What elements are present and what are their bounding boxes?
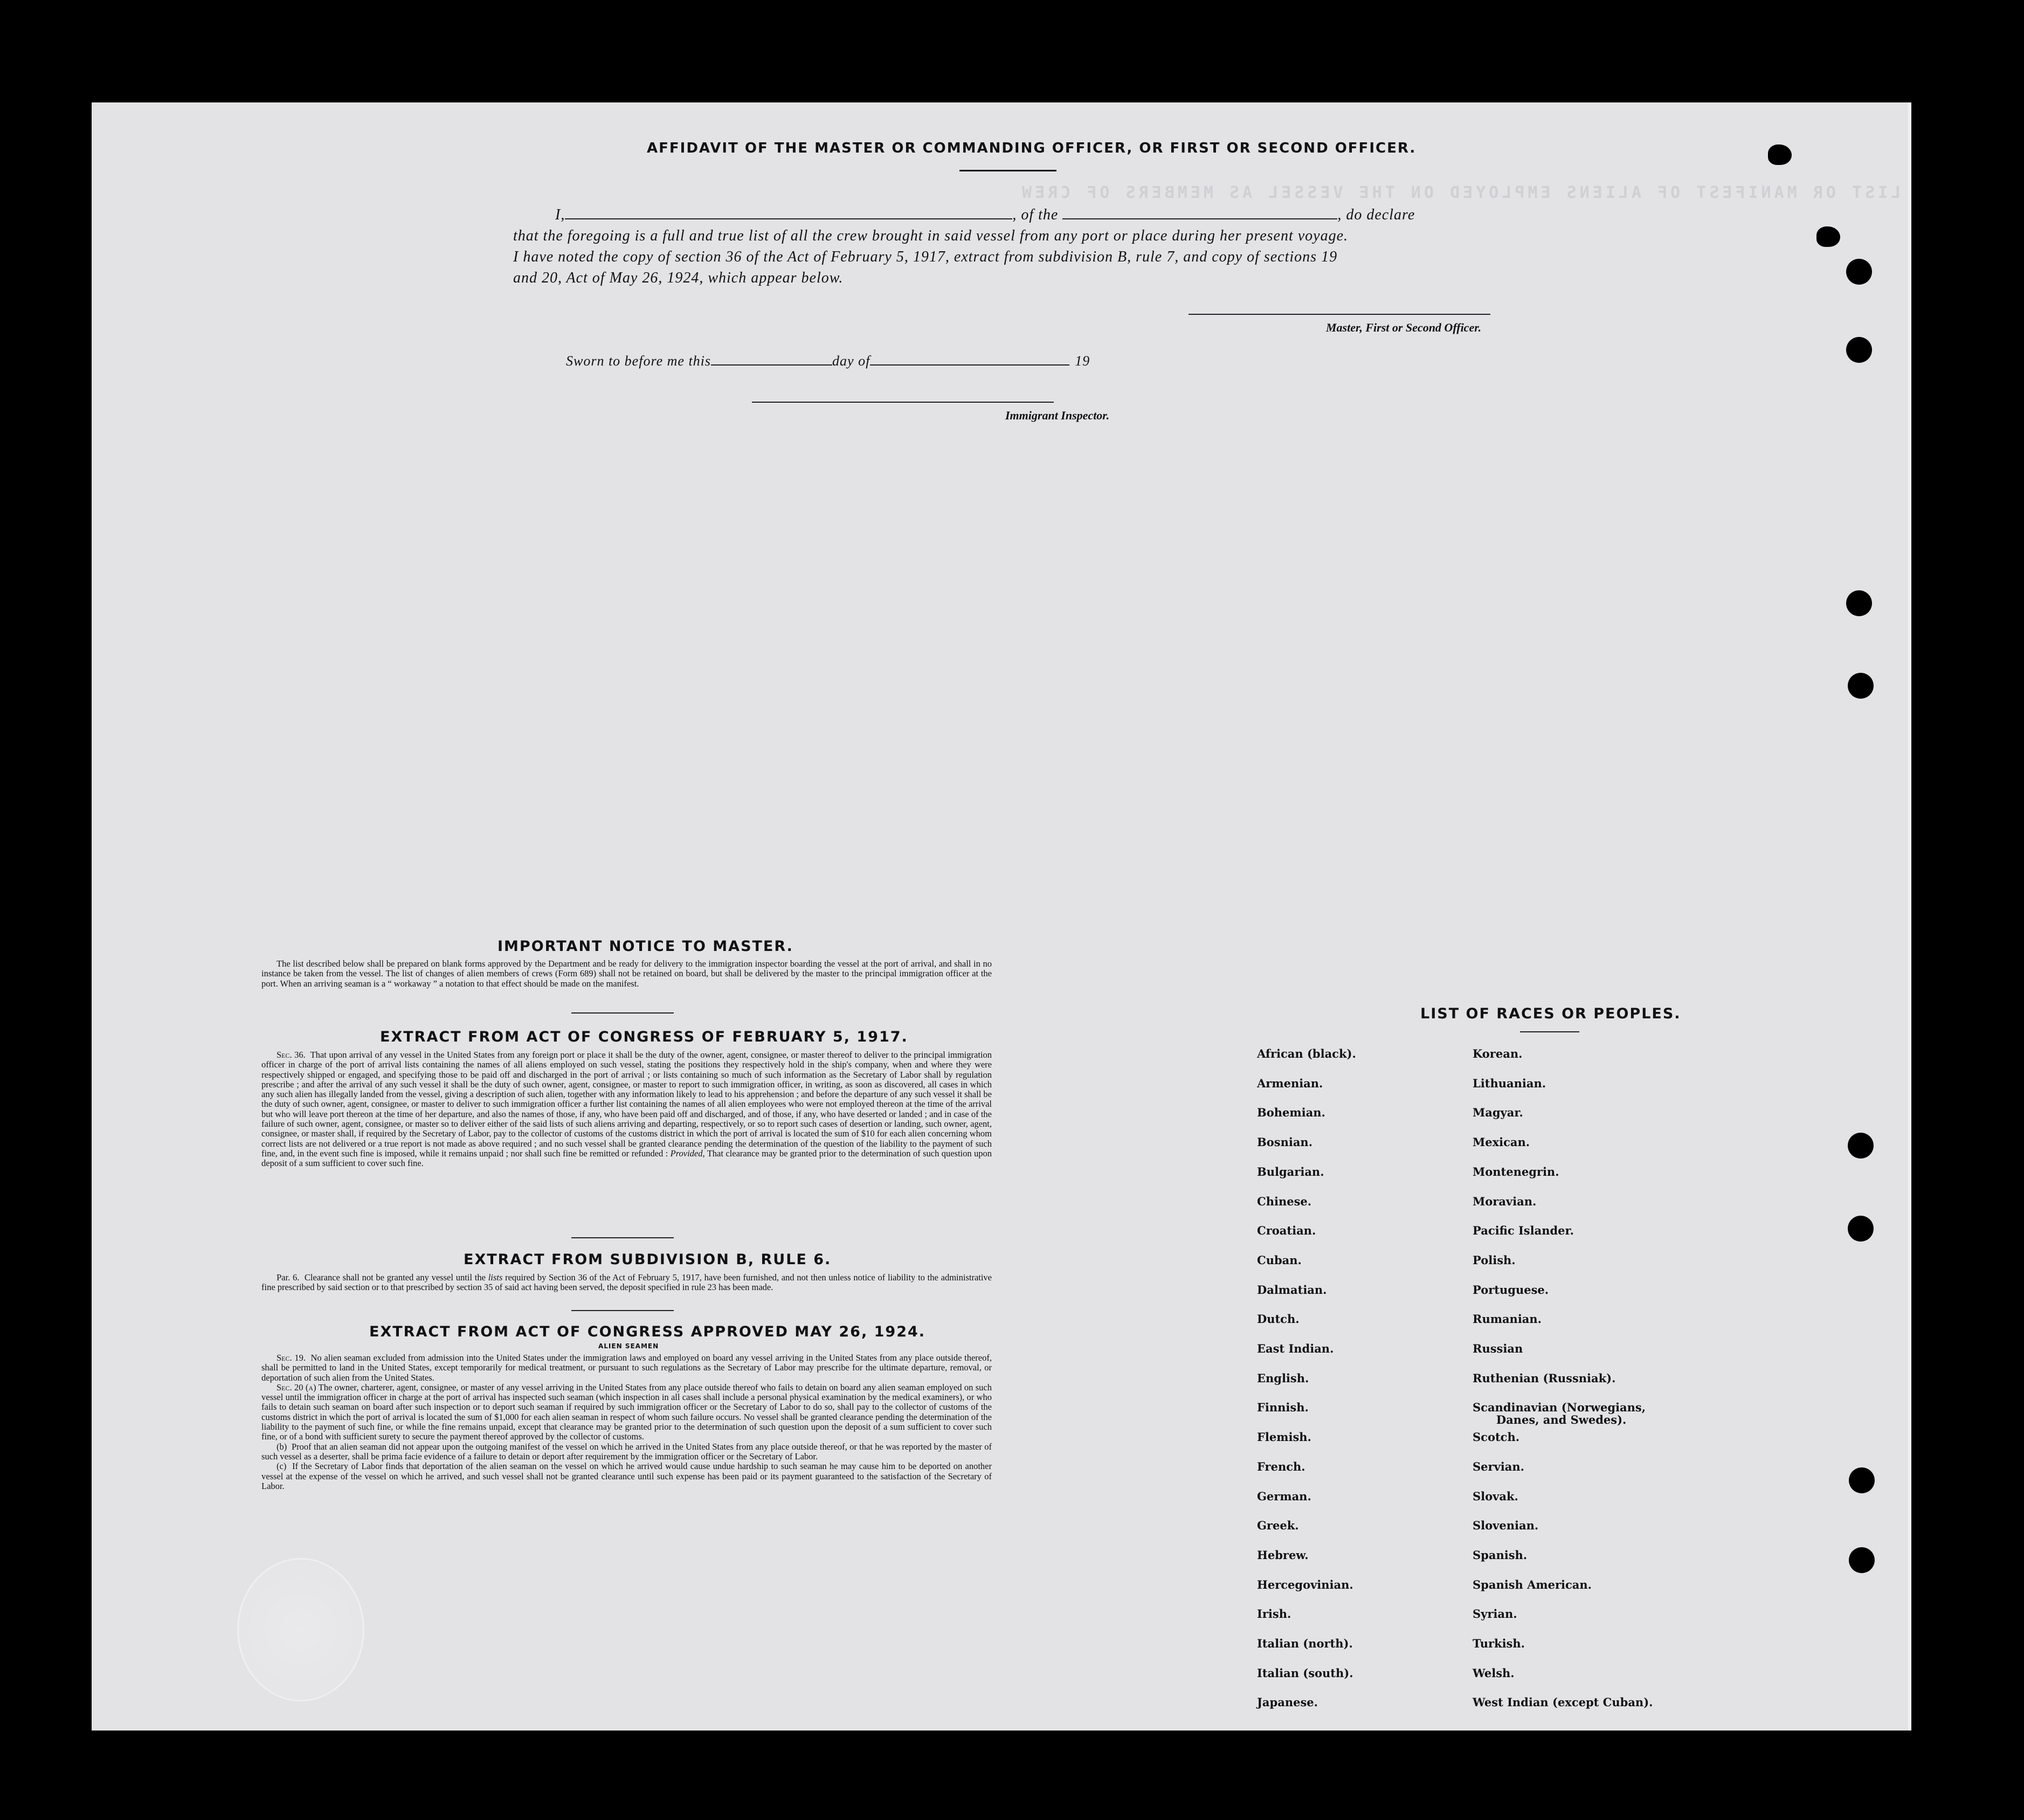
rule-6-body [261,1273,992,1293]
sworn-prefix: Sworn to before me this [566,353,711,369]
extract-1917-body [261,1050,992,1169]
race-item: Montenegrin. [1473,1164,1559,1178]
race-item: Portuguese. [1473,1283,1549,1297]
sworn-day-field[interactable] [711,364,832,366]
race-item: Dalmatian. [1257,1283,1327,1297]
binder-hole [1849,1467,1875,1493]
extract-1917-rule [571,1237,674,1238]
sec-36-text: That upon arrival of any vessel in the United States from any foreign port or place it shall be the duty of the owner, agent, consignee, or master thereof to deliver to the principal immigration officer in charge of the port of arrival lists containing the names of all aliens employed on such vessel, stating the positions they respectively hold in the ship's company, when and where they were respectively shipped or engaged, and specifying those to be paid off and discharged in the port of arrival ; or lists containing so much of such information as the Secretary of Labor shall by regulation prescribe ; and after the arrival of any such vessel it shall be the duty of such owner, agent, consignee, or master to report to such immigration officer, in writing, as soon as discovered, all cases in which any such alien has illegally landed from the vessel, giving a description of such alien, together with any information likely to lead to his apprehension ; and before the departure of any such vessel it shall be the duty of such owner, agent, consignee, or master to deliver to such immigration officer a further list containing the names of all alien employees who were not employed thereon at the time of the arrival but who will leave port thereon at the time of her departure, and also the names of those, if any, who have been paid off and discharged, and of those, if any, who have deserted or landed ; and in case of the failure of such owner, agent, consignee, or master so to deliver either of the said lists of such aliens arriving and departing, respectively, or so to report such cases of desertion or landing, such owner, agent, consignee, or master shall, if required by the Secretary of Labor, pay to the collector of customs of the customs district in which the port of arrival is located the sum of $10 for each alien concerning whom correct lists are not delivered or a true report is not made as above required ; and no such vessel shall be granted clearance pending the determination of the question of the liability to the payment of such fine, and, in the event such fine is imposed, while it remains unpaid ; nor shall such fine be remitted or refunded : [261,1050,992,1159]
race-item: Ruthenian (Russniak). [1473,1371,1616,1385]
race-item: Slovenian. [1473,1519,1539,1533]
binder-hole [1848,1133,1874,1159]
sec-20b-text: Proof that an alien seaman did not appear upon the outgoing manifest of the vessel on which he arrived in the United States from any place outside thereof, or that he was reported by the master of such vessel as a deserter, shall be prima facie evidence of a failure to detain or deport after requirement by the immigration officer or the Secretary of Labor. [261,1441,992,1461]
race-item: Dutch. [1257,1312,1300,1326]
sec-20b-label: (b) [277,1441,287,1452]
race-item: Servian. [1473,1459,1524,1473]
inspector-signature-line[interactable] [752,402,1054,403]
race-item: German. [1257,1489,1311,1503]
race-item: West Indian (except Cuban). [1473,1695,1653,1709]
notice-body-text: The list described below shall be prepared on blank forms approved by the Department and be ready for delivery to the immigration inspector boarding the vessel at the port of arrival, and shall in no instance be taken from the vessel. The list of changes of alien members of crews (Form 689) shall not be retained on board, but shall be delivered by the master to the principal immigration officer at the port. When an arriving seaman is a “ workaway ” a notation to that effect should be made on the manifest. [261,959,992,989]
binder-hole [1849,1547,1875,1573]
binder-hole [1846,259,1872,285]
signature-line[interactable] [1189,314,1490,315]
race-item: Armenian. [1257,1076,1323,1090]
race-item: Hebrew. [1257,1548,1309,1562]
race-item: Magyar. [1473,1106,1523,1120]
sec-36-proviso-word: Provided, [670,1148,705,1159]
affidavit-line-3: I have noted the copy of section 36 of the Act of February 5, 1917, extract from subdivision B, rule 7, and copy of sections 19 [513,249,1338,265]
affidavit-line-4: and 20, Act of May 26, 1924, which appear below. [513,270,844,286]
binder-hole [1846,590,1872,616]
par-6-lists: lists [488,1272,503,1283]
race-item: Spanish American. [1473,1577,1592,1591]
par-6-label: Par. 6. [277,1272,300,1283]
race-item: East Indian. [1257,1342,1334,1355]
rule-6-title: EXTRACT FROM SUBDIVISION B, RULE 6. [464,1251,832,1268]
race-item: Bosnian. [1257,1135,1313,1149]
race-item: Spanish. [1473,1548,1528,1562]
sec-19-label: Sec. 19. [277,1353,306,1363]
inspector-label: Immigrant Inspector. [1005,409,1110,422]
race-item: Lithuanian. [1473,1076,1546,1090]
affidavit-line-2: that the foregoing is a full and true list of all the crew brought in said vessel from any port or place during her present voyage. [513,228,1349,244]
race-item: Irish. [1257,1607,1291,1621]
document-page [92,102,1911,1731]
race-item: Turkish. [1473,1637,1525,1650]
race-item: Polish. [1473,1253,1516,1267]
race-item: Greek. [1257,1519,1299,1533]
notice-body [261,959,992,989]
affidavit-line-1 [555,206,1415,224]
par-6-text-after: required by Section 36 of the Act of February 5, 1917, have been furnished, and not then unless notice of liability to the administrative fine prescribed by said section or to that prescribed by section 35 of said act having been served, the deposit specified in rule 23 has been made. [261,1272,992,1293]
race-item: Mexican. [1473,1135,1530,1149]
race-item: Flemish. [1257,1430,1311,1444]
race-item: Croatian. [1257,1224,1316,1238]
rule-6-rule [571,1310,674,1311]
notice-rule [571,1012,674,1014]
race-item: Korean. [1473,1047,1523,1060]
race-item: English. [1257,1371,1309,1385]
binder-hole [1846,337,1872,363]
declarant-name-field[interactable] [565,218,1012,219]
vessel-name-field[interactable] [1062,218,1337,219]
binder-hole [1816,226,1840,247]
race-item: African (black). [1257,1047,1356,1060]
bleed-through-heading: LIST OR MANIFEST OF ALIENS EMPLOYED ON THE VESSEL AS MEMBERS OF CREW [1019,183,1901,202]
sworn-month-field[interactable] [870,364,1069,366]
race-item: Russian [1473,1342,1523,1355]
sec-20a-label: Sec. 20 (a) [277,1382,316,1392]
extract-1924-title: EXTRACT FROM ACT OF CONGRESS APPROVED MAY 26, 1924. [369,1323,926,1340]
extract-1924-body [261,1353,992,1491]
race-item: Cuban. [1257,1253,1302,1267]
race-item: Chinese. [1257,1194,1312,1208]
race-item: Italian (north). [1257,1637,1353,1650]
par-6-text-before: Clearance shall not be granted any vessel until the [304,1272,486,1283]
binder-hole [1848,673,1874,699]
race-item: Finnish. [1257,1401,1309,1415]
affidavit-i: I, [555,206,565,223]
race-item: Scandinavian (Norwegians, Danes, and Swedes). [1473,1401,1646,1427]
sec-20c-label: (c) [277,1461,287,1472]
race-item: Moravian. [1473,1194,1537,1208]
sworn-year: 19 [1075,353,1090,369]
embossed-seal [237,1558,364,1701]
extract-1917-title: EXTRACT FROM ACT OF CONGRESS OF FEBRUARY 5, 1917. [380,1029,908,1045]
affidavit-declare: , do declare [1337,206,1415,223]
race-item: Pacific Islander. [1473,1224,1574,1238]
races-title-rule [1520,1031,1579,1032]
sec-19-text: No alien seaman excluded from admission into the United States under the immigration laws and employed on board any vessel arriving in the United States from any place outside thereof, shall be permitted to land in the United States, except temporarily for medical treatment, or pursuant to such regulations as the Secretary of Labor may prescribe for the ultimate departure, removal, or deportation of such alien from the United States. [261,1353,992,1383]
race-item: Scotch. [1473,1430,1520,1444]
race-item: Bulgarian. [1257,1164,1324,1178]
races-title: LIST OF RACES OR PEOPLES. [1420,1005,1681,1022]
sec-20a-text: The owner, charterer, agent, consignee, or master of any vessel arriving in the United States from any place outside thereof who fails to detain on board any alien seaman employed on such vessel until the immigration officer in charge at the port of arrival has inspected such seaman (which inspection in all cases shall include a personal physical examination by the medical examiners), or who fails to detain such seaman on board after such inspection or to deport such seaman if required by such immigration officer or the Secretary of Labor to do so, shall pay to the collector of customs of the customs district in which the port of arrival is located the sum of $1,000 for each alien seaman in respect of whom such failure occurs. No vessel shall be granted clearance pending the determination of the liability to the payment of such fine, or while the fine remains unpaid, except that clearance may be granted prior to the determination of such question upon the deposit of a sum sufficient to cover such fine, or of a bond with sufficient surety to secure the payment thereof approved by the collector of customs. [261,1382,992,1442]
sec-36-label: Sec. 36. [277,1050,306,1060]
notice-title: IMPORTANT NOTICE TO MASTER. [498,938,793,955]
binder-hole [1848,1216,1874,1242]
sworn-line [566,353,1090,369]
race-item: Italian (south). [1257,1666,1353,1680]
race-item: Japanese. [1257,1695,1318,1709]
sec-36-proviso-text: That clearance may be granted prior to the determination of such question upon deposit of a sum sufficient to cover such fine. [261,1148,992,1169]
sworn-day-of: day of [832,353,871,369]
alien-seamen-subtitle: ALIEN SEAMEN [598,1342,659,1350]
race-item: Slovak. [1473,1489,1518,1503]
race-item: Bohemian. [1257,1106,1325,1120]
affidavit-of-the: , of the [1012,206,1059,223]
sec-20c-text: If the Secretary of Labor finds that deportation of the alien seaman on the vessel on which he arrived would cause undue hardship to such seaman he may cause him to be deported on another vessel at the expense of the vessel on which he arrived, and such vessel shall not be granted clearance until such expense has been paid or its payment guaranteed to the satisfaction of the Secretary of Labor. [261,1461,992,1491]
affidavit-title: AFFIDAVIT OF THE MASTER OR COMMANDING OFFICER, OR FIRST OR SECOND OFFICER. [647,140,1417,156]
race-item: French. [1257,1459,1305,1473]
race-item: Hercegovinian. [1257,1577,1353,1591]
race-item: Welsh. [1473,1666,1515,1680]
race-item: Rumanian. [1473,1312,1542,1326]
race-item: Syrian. [1473,1607,1517,1621]
signature-label: Master, First or Second Officer. [1326,321,1482,334]
affidavit-title-rule [959,170,1056,171]
binder-hole [1768,144,1792,165]
